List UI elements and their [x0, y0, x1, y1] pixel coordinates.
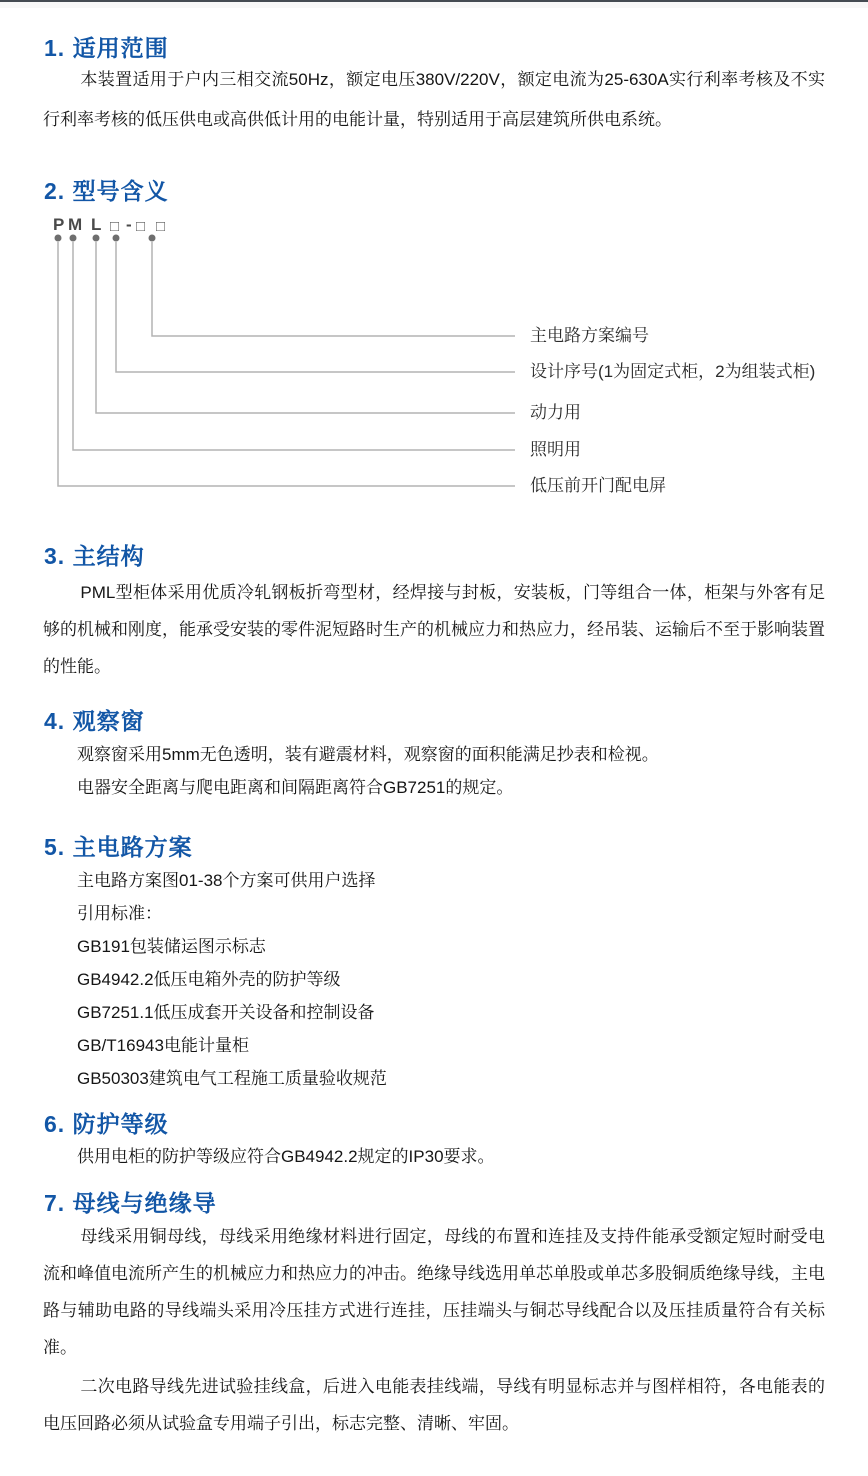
section-1-paragraph: 本装置适用于户内三相交流50Hz，额定电压380V/220V，额定电流为25-630A实行利率考核及不实行利率考核的低压供电或高供低计用的电能计量，特别适用于高层建筑所供电系统。 [43, 70, 825, 129]
section-4-heading: 4. 观察窗 [44, 708, 145, 734]
section-3-paragraph: PML型柜体采用优质冷轧钢板折弯型材，经焊接与封板，安装板，门等组合一体，柜架与外客有足够的机械和刚度，能承受安装的零件泥短路时生产的机械应力和热应力，经吊装、运输后不至于影响装置的性能。 [43, 583, 825, 676]
section-2-heading: 2. 型号含义 [44, 178, 169, 204]
model-char-m: M [68, 215, 83, 234]
top-window-edge [0, 0, 868, 8]
section-6-heading: 6. 防护等级 [44, 1111, 169, 1137]
model-char-p: P [53, 215, 65, 234]
section-5-line: GB50303建筑电气工程施工质量验收规范 [77, 1069, 387, 1088]
section-7-heading: 7. 母线与绝缘导 [44, 1190, 217, 1216]
model-code-diagram [0, 210, 868, 510]
diagram-label-power-use: 动力用 [530, 403, 581, 422]
diagram-label-scheme-number: 主电路方案编号 [530, 326, 649, 345]
section-5-line: 主电路方案图01-38个方案可供用户选择 [77, 871, 376, 890]
section-5-heading: 5. 主电路方案 [44, 834, 193, 860]
section-4-line: 电器安全距离与爬电距离和间隔距离符合GB7251的规定。 [77, 778, 514, 797]
section-4-line: 观察窗采用5mm无色透明，装有避震材料，观察窗的面积能满足抄表和检视。 [77, 745, 659, 764]
diagram-label-lv-panel: 低压前开门配电屏 [530, 476, 666, 495]
section-5-line: GB7251.1低压成套开关设备和控制设备 [77, 1003, 375, 1022]
section-5-line: GB4942.2低压电箱外壳的防护等级 [77, 970, 341, 989]
diagram-label-design-serial: 设计序号(1为固定式柜，2为组装式柜) [530, 362, 816, 381]
section-5-line: 引用标准： [77, 904, 162, 923]
section-6-line: 供用电柜的防护等级应符合GB4942.2规定的IP30要求。 [77, 1147, 495, 1166]
model-char-dash: - [126, 215, 132, 234]
section-5-line: GB/T16943电能计量柜 [77, 1036, 249, 1055]
section-7-paragraph-1: 母线采用铜母线，母线采用绝缘材料进行固定，母线的布置和连挂及支持件能承受额定短时耐受电流和峰值电流所产生的机械应力和热应力的冲击。绝缘导线选用单芯单股或单芯多股铜质绝缘导线，主电路与辅助电路的导线端头采用冷压挂方式进行连挂，压挂端头与铜芯导线配合以及压挂质量符合有关标准。 [43, 1227, 825, 1357]
model-box-1: □ [110, 218, 120, 235]
model-box-2: □ [136, 218, 146, 235]
section-1-heading: 1. 适用范围 [44, 35, 169, 61]
section-7-paragraph-2: 二次电路导线先进试验挂线盒，后进入电能表挂线端，导线有明显标志并与图样相符，各电能表的电压回路必须从试验盒专用端子引出，标志完整、清晰、牢固。 [43, 1377, 825, 1433]
section-5-line: GB191包装储运图示标志 [77, 937, 266, 956]
model-char-l: L [91, 215, 102, 234]
diagram-label-lighting-use: 照明用 [530, 440, 581, 459]
model-box-3: □ [156, 218, 166, 235]
diagram-lines [0, 210, 868, 510]
section-3-heading: 3. 主结构 [44, 543, 145, 569]
